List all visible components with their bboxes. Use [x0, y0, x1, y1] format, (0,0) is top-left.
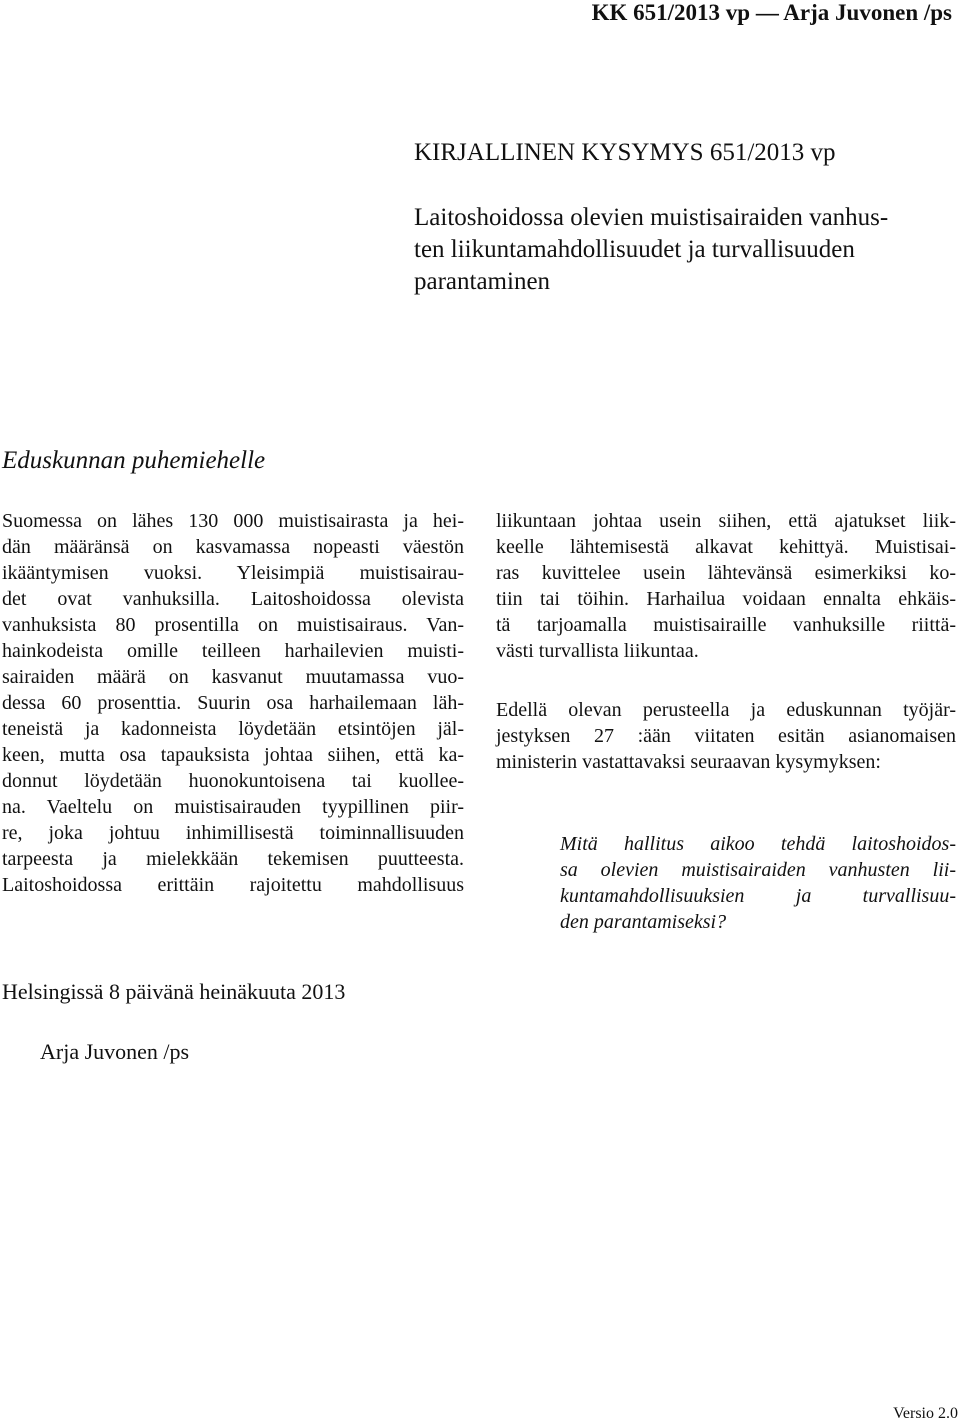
body-line: Laitoshoidossa erittäin rajoitettu mahdollisuus — [2, 874, 464, 896]
signature-name: Arja Juvonen /ps — [40, 1039, 190, 1064]
body-line: dän määränsä on kasvamassa nopeasti väestön — [2, 536, 464, 558]
document-title — [414, 202, 960, 298]
document-type: KIRJALLINEN KYSYMYS 651/2013 vp — [414, 139, 836, 166]
body-line: teneistä ja kadonneista löydetään etsintöjen jäl- — [2, 718, 464, 740]
body-right-paragraph-2 — [496, 697, 956, 775]
question-line: Mitä hallitus aikoo tehdä laitoshoidos- — [560, 833, 956, 855]
question-text — [560, 831, 956, 935]
body-left-column — [2, 508, 464, 898]
body-right-paragraph-1 — [496, 508, 956, 664]
body-line: tarpeesta ja mielekkään tekemisen puutteesta. — [2, 848, 464, 870]
body-line: ras kuvittelee usein lähtevänsä esimerkiksi ko- — [496, 562, 956, 584]
signature-place-date: Helsingissä 8 päivänä heinäkuuta 2013 — [2, 979, 346, 1004]
body-line: hainkodeista omille teilleen harhailevien muisti- — [2, 640, 464, 662]
title-line: ten liikuntamahdollisuudet ja turvallisuuden — [414, 236, 855, 263]
body-line: ikääntymisen vuoksi. Yleisimpiä muistisairau- — [2, 562, 464, 584]
addressee: Eduskunnan puhemiehelle — [2, 447, 266, 474]
body-line: tä tarjoamalla muistisairaille vanhuksille riittä- — [496, 614, 956, 636]
question-line: kuntamahdollisuuksien ja turvallisuu- — [560, 885, 956, 907]
body-line: Suomessa on lähes 130 000 muistisairasta ja hei- — [2, 510, 464, 532]
body-line: vanhuksista 80 prosentilla on muistisairaus. Van- — [2, 614, 464, 636]
body-line: re, joka johtuu inhimillisestä toiminnallisuuden — [2, 822, 464, 844]
body-line: liikuntaan johtaa usein siihen, että ajatukset liik- — [496, 510, 956, 532]
version-label: Versio 2.0 — [893, 1405, 958, 1422]
body-line: sairaiden määrä on kasvanut muutamassa vuo- — [2, 666, 464, 688]
body-line: keen, mutta osa tapauksista johtaa siihen, että ka- — [2, 744, 464, 766]
body-line: västi turvallista liikuntaa. — [496, 640, 699, 662]
body-line: det ovat vanhuksilla. Laitoshoidossa olevista — [2, 588, 464, 610]
title-line: parantaminen — [414, 268, 551, 295]
body-line: donnut löydetään huonokuntoisena tai kuollee- — [2, 770, 464, 792]
question-line: sa olevien muistisairaiden vanhusten lii- — [560, 859, 956, 881]
body-line: na. Vaeltelu on muistisairauden tyypillinen piir- — [2, 796, 464, 818]
question-line: den parantamiseksi? — [560, 911, 727, 933]
running-header: KK 651/2013 vp — Arja Juvonen /ps — [591, 0, 952, 25]
body-line: tiin tai töihin. Harhailua voidaan ennalta ehkäis- — [496, 588, 956, 610]
body-line: keelle lähtemisestä alkavat kehittyä. Muistisai- — [496, 536, 956, 558]
body-line: Edellä olevan perusteella ja eduskunnan työjär- — [496, 699, 956, 721]
title-line: Laitoshoidossa olevien muistisairaiden vanhus- — [414, 204, 889, 231]
body-line: jestyksen 27 :ään viitaten esitän asianomaisen — [496, 725, 956, 747]
body-line: ministerin vastattavaksi seuraavan kysymyksen: — [496, 751, 881, 773]
body-line: dessa 60 prosenttia. Suurin osa harhailemaan läh- — [2, 692, 464, 714]
